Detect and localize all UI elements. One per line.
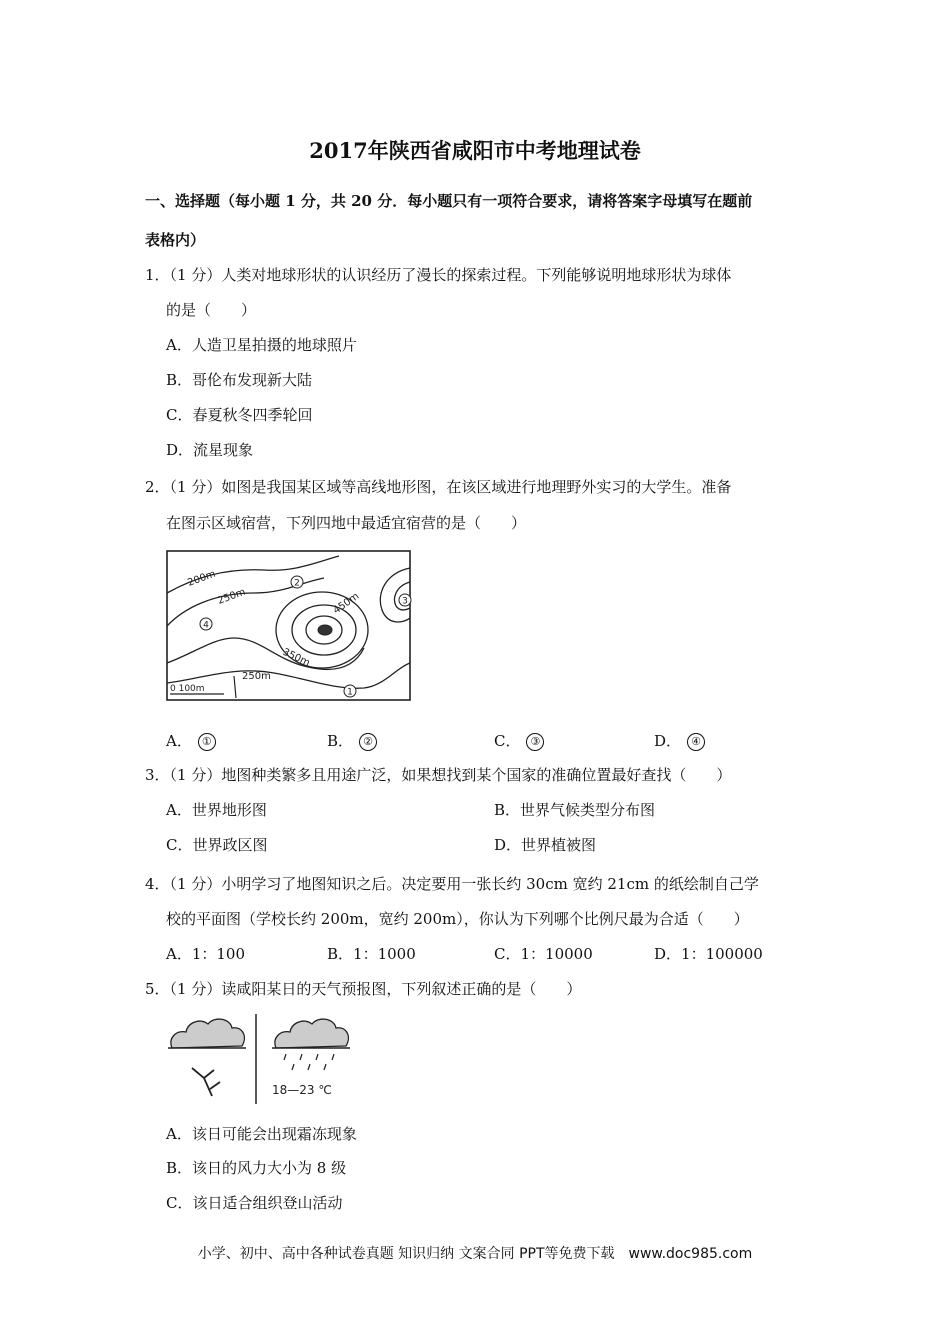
cloud-icon xyxy=(168,1019,246,1048)
contour-label-350m: 350m xyxy=(280,646,312,669)
q2-option-a[interactable] xyxy=(166,732,216,751)
page-title: 2017年陕西省咸阳市中考地理试卷 xyxy=(309,138,641,163)
q4-option-b[interactable]: B．1：1000 xyxy=(327,945,416,963)
q1-option-b[interactable]: B．哥伦布发现新大陆 xyxy=(166,371,313,389)
footer-banner: 小学、初中、高中各种试卷真题 知识归纳 文案合同 PPT等免费下载 www.doc985.com xyxy=(197,1246,753,1262)
contour-label-200m: 200m xyxy=(186,568,218,589)
q2-stem-line2: 在图示区域宿营，下列四地中最适宜宿营的是（ ） xyxy=(166,514,527,532)
contour-label-250m-top: 250m xyxy=(216,586,248,607)
q5-stem: 5．（1 分）读咸阳某日的天气预报图，下列叙述正确的是（ ） xyxy=(145,980,582,998)
q2-option-c-circled: ③ xyxy=(526,733,544,751)
q4-option-a[interactable]: A．1：100 xyxy=(166,945,246,963)
q5-option-c[interactable]: C．该日适合组织登山活动 xyxy=(166,1194,343,1212)
section-heading-line1: 一、选择题（每小题 1 分，共 20 分．每小题只有一项符合要求，请将答案字母填写在题前 xyxy=(145,192,753,210)
q1-stem-line2: 的是（ ） xyxy=(166,301,257,319)
contour-map xyxy=(164,548,414,704)
contour-label-450m: 450m xyxy=(331,590,362,617)
q3-option-c[interactable]: C．世界政区图 xyxy=(166,836,268,854)
q1-stem-line1: 1．（1 分）人类对地球形状的认识经历了漫长的探索过程。下列能够说明地球形状为球体 xyxy=(145,266,732,284)
q2-option-b-prefix: B． xyxy=(327,732,354,750)
q2-option-d-prefix: D． xyxy=(654,732,682,750)
q3-option-d[interactable]: D．世界植被图 xyxy=(494,836,597,854)
q2-option-a-circled: ① xyxy=(198,733,216,751)
q4-option-d[interactable]: D．1：100000 xyxy=(654,945,763,963)
q2-stem-line1: 2．（1 分）如图是我国某区域等高线地形图，在该区域进行地理野外实习的大学生。准备 xyxy=(145,478,732,496)
q1-option-a[interactable]: A．人造卫星拍摄的地球照片 xyxy=(166,336,357,354)
weather-forecast-figure xyxy=(164,1012,360,1106)
rain-cloud-icon xyxy=(272,1019,350,1070)
wind-symbol-icon xyxy=(192,1068,220,1096)
q2-option-a-prefix: A． xyxy=(166,732,192,750)
q5-option-b[interactable]: B．该日的风力大小为 8 级 xyxy=(166,1159,347,1177)
map-point-2: 2 xyxy=(294,578,300,589)
q2-option-b-circled: ② xyxy=(359,733,377,751)
map-point-3: 3 xyxy=(402,596,408,607)
q1-option-d[interactable]: D．流星现象 xyxy=(166,441,254,459)
section-heading-line2: 表格内） xyxy=(145,231,206,249)
q2-option-c[interactable] xyxy=(494,732,544,751)
q4-stem-line1: 4．（1 分）小明学习了地图知识之后。决定要用一张长约 30cm 宽约 21cm 的纸绘制自己学 xyxy=(145,875,759,893)
q4-option-c[interactable]: C．1：10000 xyxy=(494,945,593,963)
map-point-1: 1 xyxy=(347,687,353,698)
q4-stem-line2: 校的平面图（学校长约 200m，宽约 200m），你认为下列哪个比例尺最为合适（ ） xyxy=(166,910,749,928)
map-scale: 0 100m xyxy=(170,684,205,694)
map-point-4: 4 xyxy=(203,620,209,631)
q2-option-d-circled: ④ xyxy=(687,733,705,751)
temperature-range: 18—23 ℃ xyxy=(272,1083,332,1097)
q1-option-c[interactable]: C．春夏秋冬四季轮回 xyxy=(166,406,313,424)
q3-option-a[interactable]: A．世界地形图 xyxy=(166,801,267,819)
contour-label-250m-bottom: 250m xyxy=(242,671,271,682)
q2-option-d[interactable] xyxy=(654,732,705,751)
q2-option-b[interactable] xyxy=(327,732,377,751)
q3-stem: 3．（1 分）地图种类繁多且用途广泛，如果想找到某个国家的准确位置最好查找（ ） xyxy=(145,766,732,784)
q5-option-a[interactable]: A．该日可能会出现霜冻现象 xyxy=(166,1125,357,1143)
q2-option-c-prefix: C． xyxy=(494,732,521,750)
q3-option-b[interactable]: B．世界气候类型分布图 xyxy=(494,801,656,819)
